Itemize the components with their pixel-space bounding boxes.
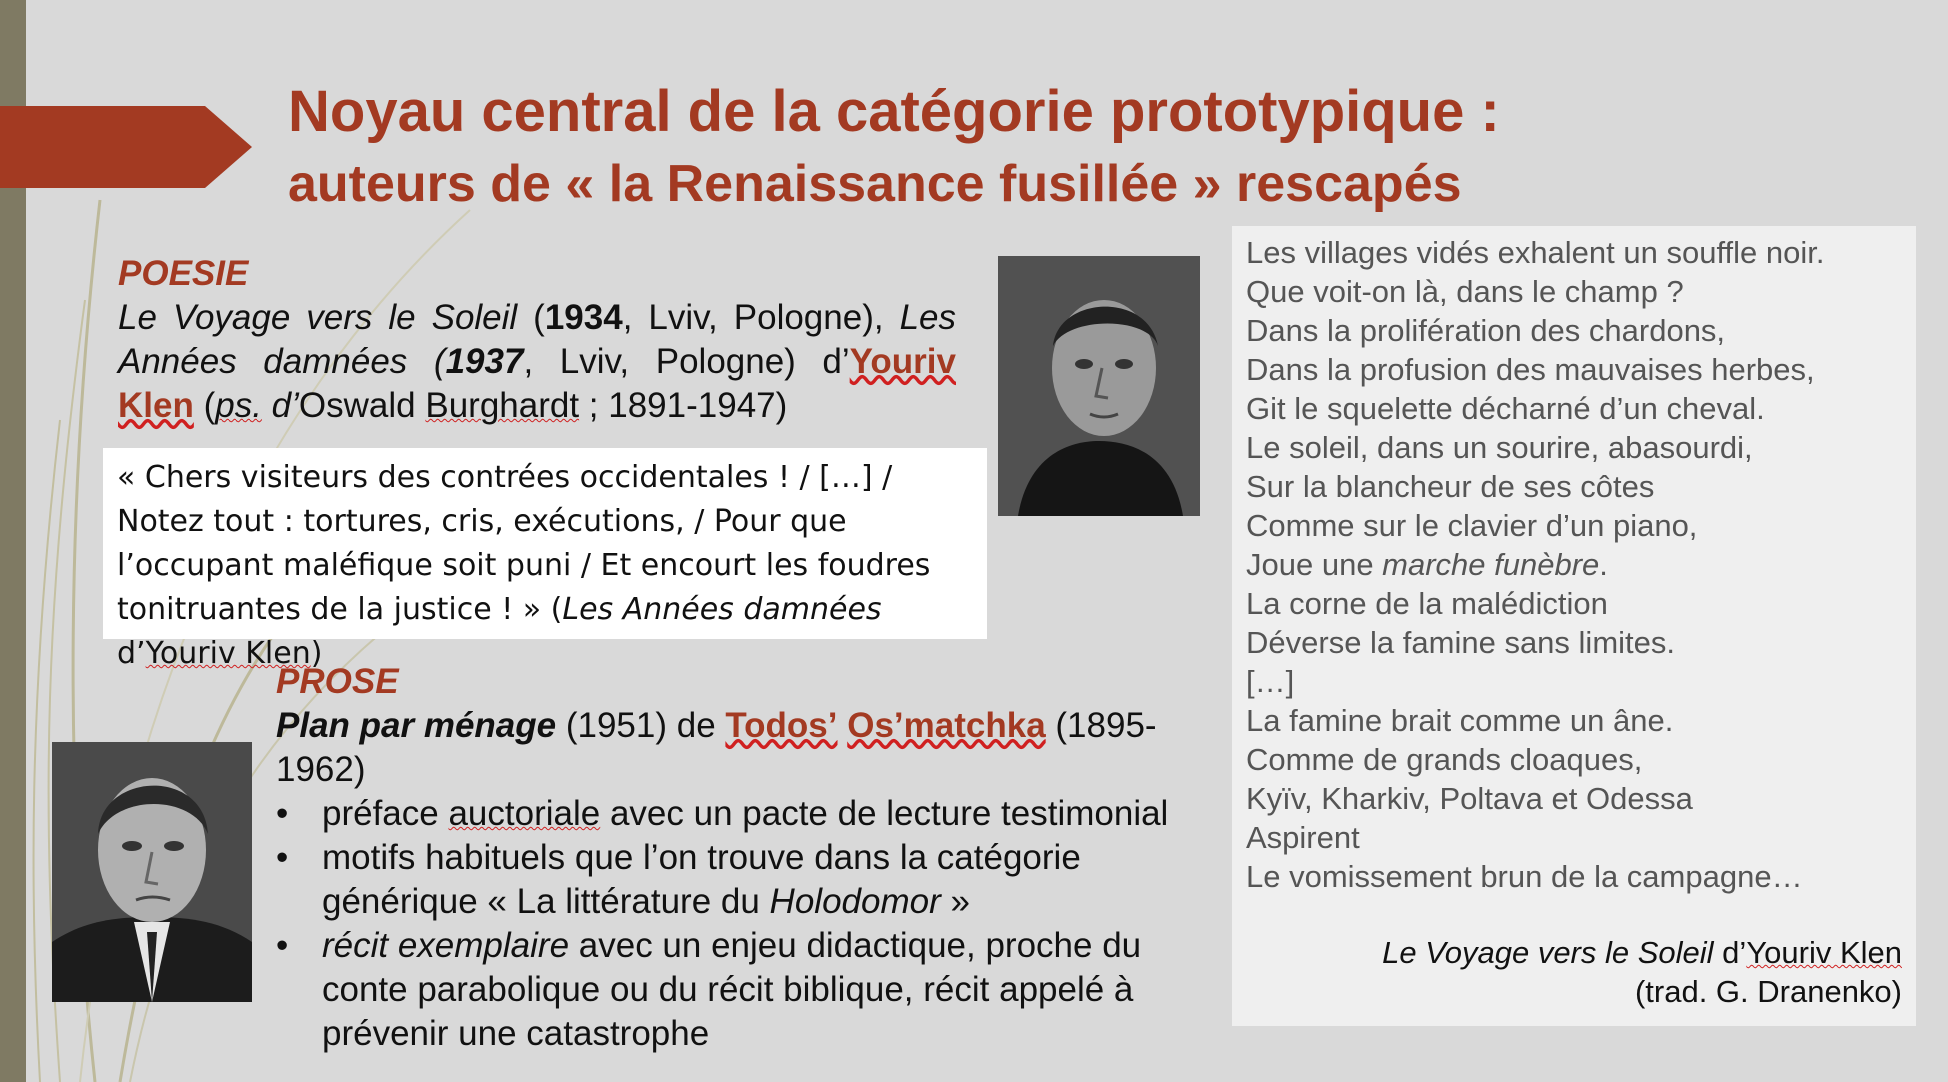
bullet-icon: • — [276, 794, 289, 833]
text-span: Holodomor — [769, 882, 941, 921]
poem-line: Comme de grands cloaques, — [1246, 742, 1643, 777]
text-span: avec un enjeu didactique, proche du conte parabolique ou du récit biblique, récit appelé à prévenir une catastrophe — [322, 926, 1142, 1053]
poem-box — [1232, 226, 1916, 1026]
poem-line — [1246, 545, 1902, 584]
text-span: Burghardt — [425, 386, 580, 425]
text-span: ) — [310, 636, 323, 671]
poem-line: Dans la profusion des mauvaises herbes, — [1246, 352, 1815, 387]
quote-text: « Chers visiteurs des contrées occidentales ! / […] / Notez tout : tortures, cris, exécutions, / Pour que l’occupant maléfique soit puni / Et encourt les foudres tonitruantes de la justice ! » ( — [117, 460, 931, 627]
text-span: Youriv Klen — [1746, 935, 1902, 970]
poem-line: La famine brait comme un âne. — [1246, 703, 1674, 738]
text-span: ( — [407, 342, 446, 381]
poem-line: Les villages vidés exhalent un souffle noir. — [1246, 235, 1825, 270]
text-span: » — [940, 882, 970, 921]
text-span: . — [1599, 547, 1608, 582]
quote-author: Youriv Klen — [145, 636, 311, 671]
slide-title — [288, 76, 1708, 220]
poem-line: […] — [1246, 664, 1295, 699]
work-annees: Les Années damnées — [118, 298, 956, 381]
poem-line: La corne de la malédiction — [1246, 586, 1608, 621]
work-voyage: Le Voyage vers le Soleil — [118, 298, 518, 337]
text-span: Oswald — [298, 386, 426, 425]
portrait-photo-osmatchka — [52, 742, 252, 1002]
text-span: ( — [193, 386, 216, 425]
text-span: d’ — [117, 636, 146, 671]
poesie-section — [118, 252, 956, 428]
quote-work: Les Années damnées — [562, 592, 882, 627]
portrait-image — [998, 256, 1200, 516]
poem-line: Dans la prolifération des chardons, — [1246, 313, 1726, 348]
year-1937: 1937 — [445, 342, 524, 381]
text-span: (1951) de — [556, 706, 726, 745]
poem-line: Le soleil, dans un sourire, abasourdi, — [1246, 430, 1753, 465]
bullet-icon: • — [276, 926, 289, 965]
text-span: (1895-1962) — [276, 706, 1157, 789]
text-span: récit exemplaire — [322, 926, 570, 965]
title-line-2: auteurs de « la Renaissance fusillée » rescapés — [288, 155, 1462, 213]
poem-line: Déverse la famine sans limites. — [1246, 625, 1675, 660]
poem-line: Comme sur le clavier d’un piano, — [1246, 508, 1698, 543]
list-item — [276, 792, 1216, 836]
poem-line: Que voit-on là, dans le champ ? — [1246, 274, 1684, 309]
author-link-osmatchka-1[interactable]: Todos’ — [725, 706, 838, 745]
author-link-klen[interactable]: Youriv Klen — [118, 342, 956, 425]
title-arrow-icon — [0, 106, 252, 188]
title-line-1: Noyau central de la catégorie prototypique : — [288, 79, 1500, 144]
text-span: ; 1891-1947) — [579, 386, 788, 425]
portrait-photo-klen — [998, 256, 1200, 516]
poem-line: Sur la blancheur de ses côtes — [1246, 469, 1655, 504]
author-link-osmatchka-2[interactable]: Os’matchka — [847, 706, 1046, 745]
poem-source — [1382, 933, 1902, 1011]
prose-section — [276, 660, 1216, 1056]
prose-heading: PROSE — [276, 662, 399, 701]
poem-line: Git le squelette décharné d’un cheval. — [1246, 391, 1765, 426]
year-1934: 1934 — [544, 298, 623, 337]
poem-line: Aspirent — [1246, 820, 1360, 855]
text-span — [838, 706, 848, 745]
text-span: avec un pacte de lecture testimonial — [600, 794, 1169, 833]
poesie-heading: POESIE — [118, 254, 249, 293]
portrait-image — [52, 742, 252, 1002]
text-span: Le Voyage vers le Soleil — [1382, 935, 1714, 970]
list-item — [276, 924, 1216, 1056]
poesie-text — [118, 296, 956, 428]
text-span: , Lviv, Pologne), — [622, 298, 900, 337]
text-span: motifs habituels que l’on trouve dans la catégorie générique « La littérature du — [322, 838, 1081, 921]
text-span: d’ — [261, 386, 299, 425]
prose-bullet-list — [276, 792, 1216, 1056]
text-span: d’ — [1713, 935, 1747, 970]
text-span: auctoriale — [448, 794, 601, 833]
bullet-icon: • — [276, 838, 289, 877]
poem-line: Kyïv, Kharkiv, Poltava et Odessa — [1246, 781, 1693, 816]
text-span: , Lviv, Pologne) d’ — [523, 342, 850, 381]
poem-line: Le vomissement brun de la campagne… — [1246, 859, 1803, 894]
text-span: marche funèbre — [1382, 547, 1600, 582]
pseudonym-abbrev: ps. — [215, 386, 262, 425]
text-span: ( — [517, 298, 545, 337]
source-line — [1382, 933, 1902, 972]
work-plan: Plan par ménage — [276, 706, 557, 745]
text-span: Joue une — [1246, 547, 1383, 582]
quote-box — [103, 448, 987, 671]
list-item — [276, 836, 1216, 924]
translator-line: (trad. G. Dranenko) — [1634, 974, 1902, 1009]
prose-intro — [276, 704, 1216, 792]
text-span: préface — [322, 794, 449, 833]
